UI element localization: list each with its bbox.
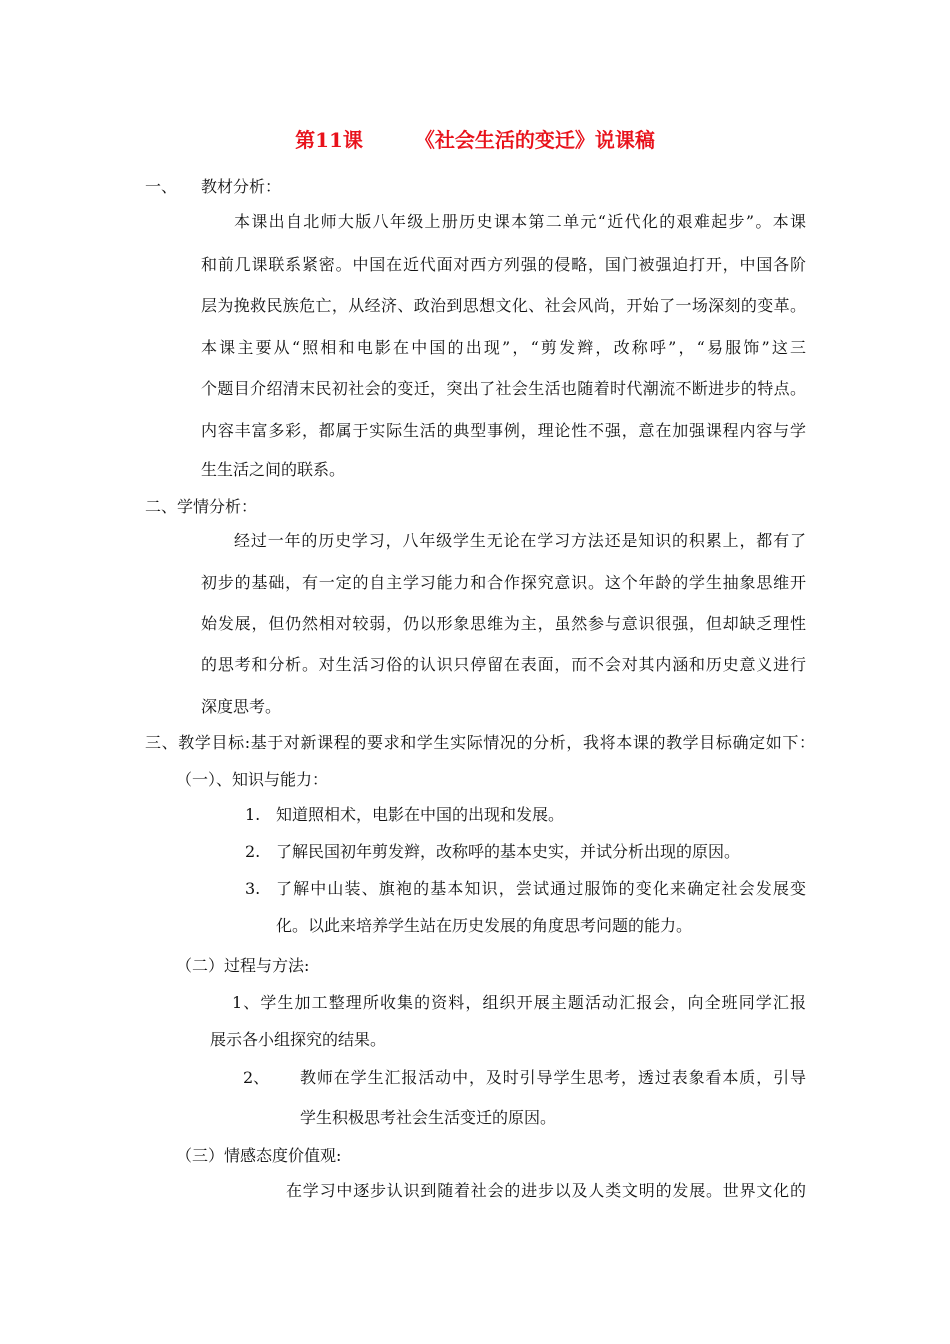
section1-number: 一、 (145, 177, 178, 196)
section3-sub2-heading: （二）过程与方法: (176, 956, 310, 975)
title-main: 《社会生活的变迁》说课稿 (414, 128, 655, 152)
section1-line: 本课出自北师大版八年级上册历史课本第二单元“近代化的艰难起步”。本课 (234, 212, 808, 231)
document-title (0, 127, 950, 153)
section1-line: 个题目介绍清末民初社会的变迁，突出了社会生活也随着时代潮流不断进步的特点。 (201, 379, 807, 398)
sub1-item3-continuation: 化。以此来培养学生站在历史发展的角度思考问题的能力。 (276, 916, 693, 935)
sub1-item-number: 2. (245, 842, 261, 861)
section2-line: 始发展，但仍然相对较弱，仍以形象思维为主，虽然参与意识很强，但却缺乏理性 (201, 614, 807, 633)
sub3-line: 在学习中逐步认识到随着社会的进步以及人类文明的发展。世界文化的 (286, 1181, 807, 1200)
section1-heading: 教材分析： (201, 177, 282, 196)
section3-sub3-heading: （三）情感态度价值观: (176, 1146, 342, 1165)
section2-heading: 二、学情分析： (145, 497, 258, 516)
section2-line: 经过一年的历史学习，八年级学生无论在学习方法还是知识的积累上，都有了 (234, 531, 807, 550)
sub1-item-number: 3. (245, 879, 261, 898)
section1-line: 内容丰富多彩，都属于实际生活的典型事例，理论性不强，意在加强课程内容与学 (201, 421, 807, 440)
sub1-item-text: 了解中山装、旗袍的基本知识，尝试通过服饰的变化来确定社会发展变 (276, 879, 808, 898)
title-lesson-number: 第11课 (295, 128, 363, 152)
sub2-item2-number: 2、 (243, 1068, 270, 1087)
sub1-item-number: 1. (245, 805, 261, 824)
section1-line: 生生活之间的联系。 (201, 460, 346, 479)
section2-line: 初步的基础，有一定的自主学习能力和合作探究意识。这个年龄的学生抽象思维开 (201, 573, 807, 592)
section1-line: 和前几课联系紧密。中国在近代面对西方列强的侵略，国门被强迫打开，中国各阶 (201, 255, 807, 274)
sub1-item-text: 了解民国初年剪发辫，改称呼的基本史实，并试分析出现的原因。 (276, 842, 741, 861)
sub2-item1-line: 1、学生加工整理所收集的资料，组织开展主题活动汇报会，向全班同学汇报 (232, 993, 808, 1012)
section2-line: 深度思考。 (201, 697, 282, 716)
sub2-item2-line: 教师在学生汇报活动中，及时引导学生思考，透过表象看本质，引导 (300, 1068, 807, 1087)
section3-sub1-heading: （一）、知识与能力： (176, 770, 329, 789)
sub2-item2-line: 学生积极思考社会生活变迁的原因。 (300, 1108, 557, 1127)
section1-line: 本课主要从“照相和电影在中国的出现”，“剪发辫，改称呼”，“易服饰”这三 (201, 338, 809, 357)
section2-line: 的思考和分析。对生活习俗的认识只停留在表面，而不会对其内涵和历史意义进行 (201, 655, 807, 674)
sub2-item1-line: 展示各小组探究的结果。 (210, 1030, 387, 1049)
section3-heading: 三、教学目标:基于对新课程的要求和学生实际情况的分析，我将本课的教学目标确定如下： (145, 733, 816, 752)
section1-line: 层为挽救民族危亡，从经济、政治到思想文化、社会风尚，开始了一场深刻的变革。 (201, 296, 807, 315)
sub1-item-text: 知道照相术，电影在中国的出现和发展。 (276, 805, 565, 824)
